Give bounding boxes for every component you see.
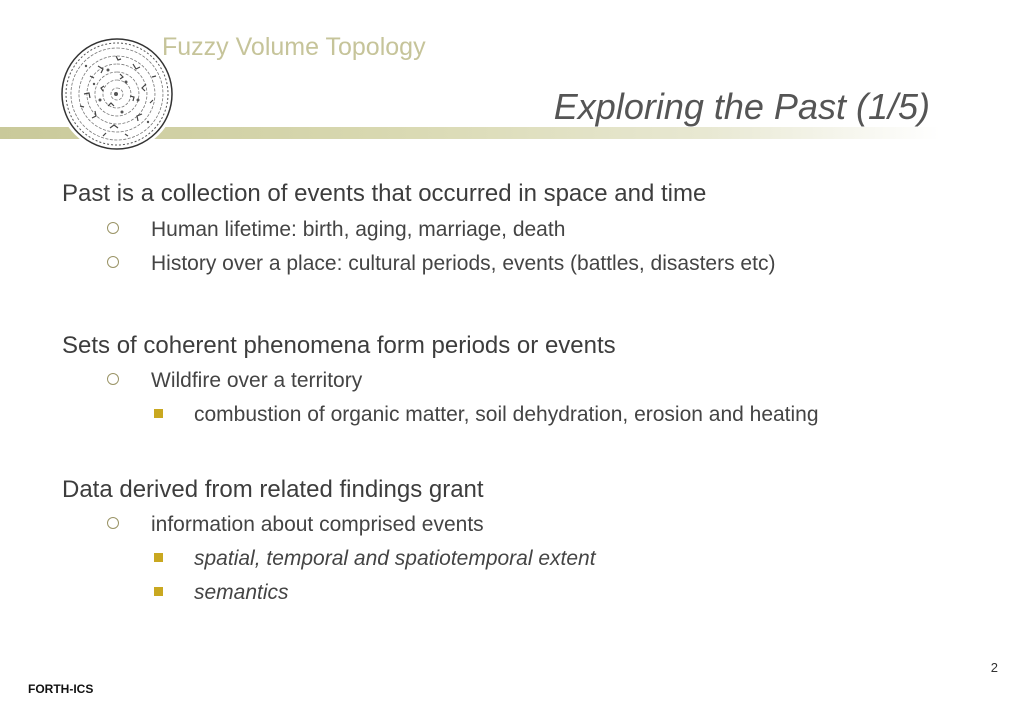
- bullet-level3: [154, 581, 289, 605]
- presentation-subtitle: Fuzzy Volume Topology: [162, 33, 426, 61]
- bullet-level1: Sets of coherent phenomena form periods or events: [62, 332, 616, 359]
- bullet-level2: [107, 513, 484, 537]
- slide-title: Exploring the Past (1/5): [553, 86, 930, 127]
- hollow-circle-bullet-icon: [107, 222, 119, 234]
- bullet-text: combustion of organic matter, soil dehydration, erosion and heating: [194, 403, 819, 426]
- bullet-level1: Past is a collection of events that occurred in space and time: [62, 180, 707, 207]
- bullet-level2: [107, 252, 775, 276]
- square-bullet-icon: [154, 409, 163, 418]
- bullet-text: Wildfire over a territory: [151, 369, 363, 392]
- hollow-circle-bullet-icon: [107, 373, 119, 385]
- bullet-text: information about comprised events: [151, 513, 484, 536]
- organization-label: FORTH-ICS: [28, 682, 94, 696]
- square-bullet-icon: [154, 553, 163, 562]
- phaistos-disc-icon: [58, 36, 176, 152]
- hollow-circle-bullet-icon: [107, 256, 119, 268]
- bullet-level3: [154, 547, 596, 571]
- page-number: 2: [990, 660, 998, 675]
- bullet-text: History over a place: cultural periods, events (battles, disasters etc): [151, 252, 776, 275]
- bullet-text: semantics: [194, 581, 289, 604]
- bullet-level2: [107, 369, 362, 393]
- bullet-level3: [154, 403, 819, 427]
- square-bullet-icon: [154, 587, 163, 596]
- bullet-text: spatial, temporal and spatiotemporal extent: [194, 547, 596, 570]
- bullet-level1: Data derived from related findings grant: [62, 476, 484, 503]
- bullet-level2: [107, 218, 565, 242]
- bullet-text: Human lifetime: birth, aging, marriage, death: [151, 218, 566, 241]
- hollow-circle-bullet-icon: [107, 517, 119, 529]
